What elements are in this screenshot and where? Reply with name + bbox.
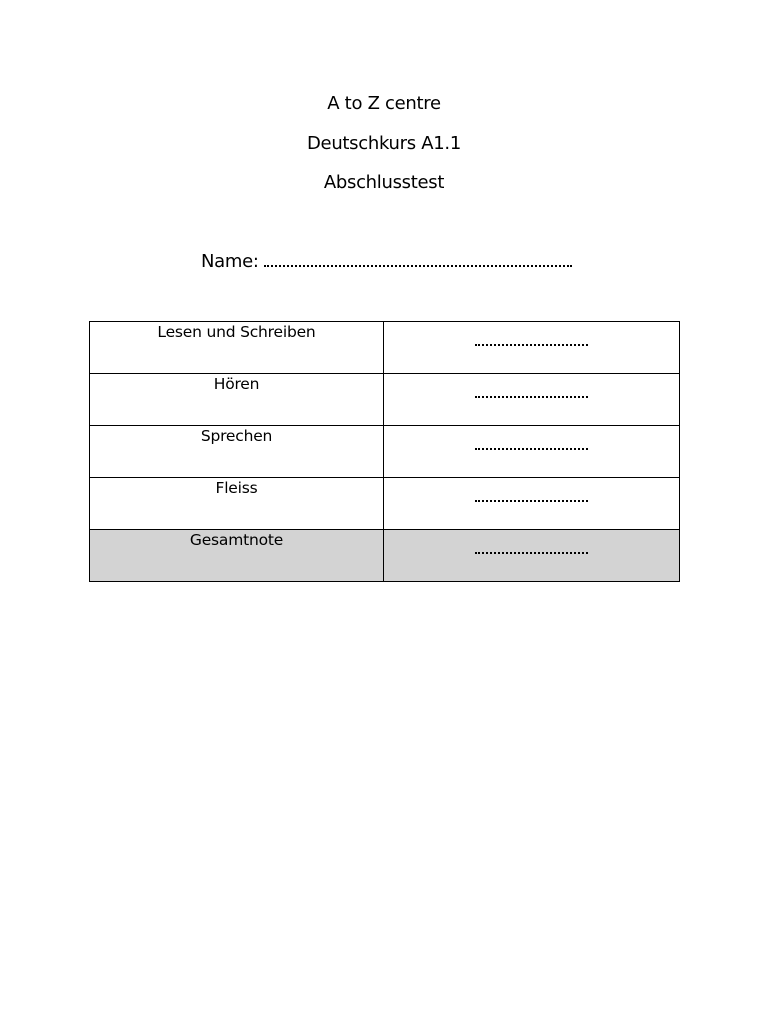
grade-label-total: Gesamtnote — [189, 531, 284, 549]
grade-label-cell — [90, 374, 384, 426]
school-name: A to Z centre — [327, 93, 441, 114]
grade-blank — [475, 448, 588, 450]
grades-table — [89, 321, 680, 582]
grade-label-cell — [90, 426, 384, 478]
name-blank[interactable] — [264, 251, 572, 267]
grade-label-cell — [90, 322, 384, 374]
name-field — [201, 251, 572, 272]
grade-blank — [475, 396, 588, 398]
grade-label-cell — [90, 530, 384, 582]
table-row-total — [90, 530, 680, 582]
grade-label-speaking: Sprechen — [200, 427, 273, 445]
grade-blank — [475, 344, 588, 346]
name-label: Name: — [201, 251, 259, 272]
grade-blank — [475, 552, 588, 554]
grade-label-cell — [90, 478, 384, 530]
grade-blank — [475, 500, 588, 502]
grade-value-cell[interactable] — [384, 530, 680, 582]
grade-label-diligence: Fleiss — [215, 479, 258, 497]
grade-value-cell[interactable] — [384, 322, 680, 374]
table-row — [90, 374, 680, 426]
table-row — [90, 478, 680, 530]
grade-value-cell[interactable] — [384, 426, 680, 478]
table-row — [90, 322, 680, 374]
test-title: Abschlusstest — [323, 172, 445, 193]
grade-label-reading-writing: Lesen und Schreiben — [157, 323, 316, 341]
grade-value-cell[interactable] — [384, 478, 680, 530]
grade-value-cell[interactable] — [384, 374, 680, 426]
table-row — [90, 426, 680, 478]
course-title: Deutschkurs A1.1 — [306, 133, 461, 154]
grade-label-listening: Hören — [213, 375, 260, 393]
